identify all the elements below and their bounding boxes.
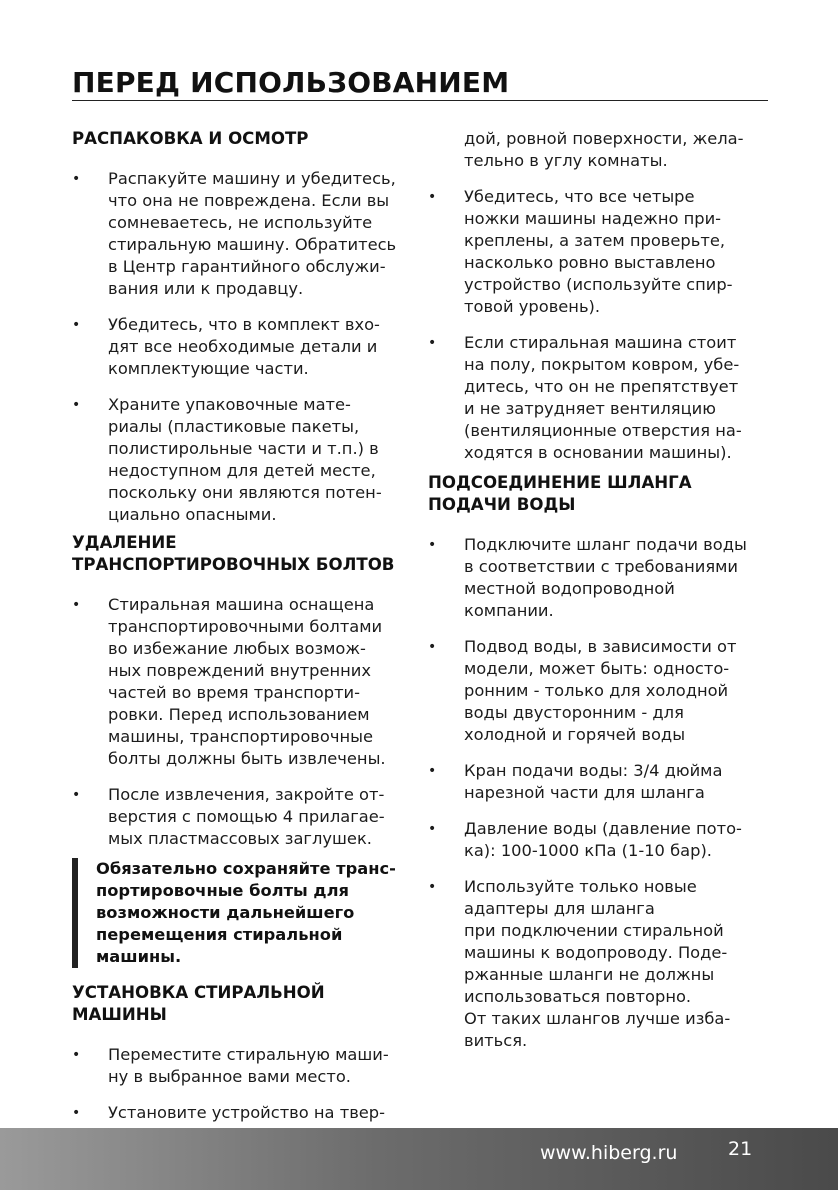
unpacking-list bbox=[72, 168, 412, 526]
title-divider bbox=[72, 100, 768, 101]
text-line: • Давление воды (давление пото- bbox=[464, 819, 742, 838]
text-line: дитесь, что он не препятствует bbox=[464, 377, 739, 396]
text-line: машины к водопроводу. Поде- bbox=[464, 943, 728, 962]
list-item-continuation bbox=[428, 128, 768, 172]
page-title: ПЕРЕД ИСПОЛЬЗОВАНИЕМ bbox=[72, 66, 510, 99]
text-line: • Если стиральная машина стоит bbox=[464, 333, 737, 352]
text-line: дят все необходимые детали и bbox=[108, 337, 378, 356]
text-line: устройство (используйте спир- bbox=[464, 275, 733, 294]
text-line: при подключении стиральной bbox=[464, 921, 724, 940]
note-accent-bar bbox=[72, 858, 78, 968]
hose-list bbox=[428, 534, 768, 1052]
text-line: • Распакуйте машину и убедитесь, bbox=[108, 169, 396, 188]
text-line: • Кран подачи воды: 3/4 дюйма bbox=[464, 761, 723, 780]
list-item bbox=[428, 332, 768, 464]
text-line: компании. bbox=[464, 601, 554, 620]
text-line: ровки. Перед использованием bbox=[108, 705, 370, 724]
list-item bbox=[428, 186, 768, 318]
text-line: стиральную машину. Обратитесь bbox=[108, 235, 397, 254]
section-heading-install bbox=[72, 982, 412, 1026]
text-line: ну в выбранное вами место. bbox=[108, 1067, 351, 1086]
text-line: и не затрудняет вентиляцию bbox=[464, 399, 716, 418]
heading-line: УСТАНОВКА СТИРАЛЬНОЙ bbox=[72, 983, 325, 1002]
text-line: воды двусторонним - для bbox=[464, 703, 684, 722]
text-line: • Используйте только новые bbox=[464, 877, 697, 896]
text-line: болты должны быть извлечены. bbox=[108, 749, 386, 768]
text-line: машины, транспортировочные bbox=[108, 727, 373, 746]
text-line: креплены, а затем проверьте, bbox=[464, 231, 726, 250]
heading-line: УДАЛЕНИЕ bbox=[72, 533, 177, 552]
text-line: использоваться повторно. bbox=[464, 987, 692, 1006]
note-text bbox=[96, 858, 412, 968]
list-item bbox=[72, 784, 412, 850]
text-line: • Подвод воды, в зависимости от bbox=[464, 637, 737, 656]
text-line: • Подключите шланг подачи воды bbox=[464, 535, 747, 554]
left-column bbox=[72, 128, 412, 1138]
right-column bbox=[428, 128, 768, 1066]
heading-line: РАСПАКОВКА И ОСМОТР bbox=[72, 129, 309, 148]
heading-line: ТРАНСПОРТИРОВОЧНЫХ БОЛТОВ bbox=[72, 555, 395, 574]
section-heading-bolts bbox=[72, 532, 412, 576]
text-line: От таких шлангов лучше изба- bbox=[464, 1009, 731, 1028]
page-number: 21 bbox=[728, 1138, 753, 1160]
text-line: во избежание любых возмож- bbox=[108, 639, 366, 658]
text-line: портировочные болты для bbox=[96, 881, 349, 900]
text-line: ка): 100-1000 кПа (1-10 бар). bbox=[464, 841, 712, 860]
website-link[interactable]: www.hiberg.ru bbox=[540, 1142, 678, 1164]
text-line: ных повреждений внутренних bbox=[108, 661, 372, 680]
text-line: ронним - только для холодной bbox=[464, 681, 729, 700]
list-item bbox=[72, 394, 412, 526]
list-item bbox=[72, 1102, 412, 1124]
text-line: недоступном для детей месте, bbox=[108, 461, 376, 480]
text-line: комплектующие части. bbox=[108, 359, 309, 378]
heading-line: МАШИНЫ bbox=[72, 1005, 167, 1024]
section-heading-unpacking bbox=[72, 128, 412, 150]
text-line: товой уровень). bbox=[464, 297, 601, 316]
text-line: полистирольные части и т.п.) в bbox=[108, 439, 379, 458]
text-line: ржанные шланги не должны bbox=[464, 965, 715, 984]
list-item bbox=[428, 534, 768, 622]
text-line: • Переместите стиральную маши- bbox=[108, 1045, 389, 1064]
text-line: дой, ровной поверхности, жела- bbox=[464, 129, 744, 148]
text-line: ходятся в основании машины). bbox=[464, 443, 732, 462]
text-line: • Храните упаковочные мате- bbox=[108, 395, 351, 414]
text-line: сомневаетесь, не используйте bbox=[108, 213, 373, 232]
text-line: • Убедитесь, что все четыре bbox=[464, 187, 695, 206]
list-item bbox=[428, 636, 768, 746]
important-note bbox=[72, 858, 412, 968]
text-line: верстия с помощью 4 прилагае- bbox=[108, 807, 385, 826]
text-line: транспортировочными болтами bbox=[108, 617, 383, 636]
text-line: циально опасными. bbox=[108, 505, 277, 524]
text-line: мых пластмассовых заглушек. bbox=[108, 829, 372, 848]
text-line: адаптеры для шланга bbox=[464, 899, 655, 918]
text-line: поскольку они являются потен- bbox=[108, 483, 382, 502]
text-line: тельно в углу комнаты. bbox=[464, 151, 668, 170]
text-line: • Стиральная машина оснащена bbox=[108, 595, 375, 614]
text-line: вания или к продавцу. bbox=[108, 279, 304, 298]
text-line: холодной и горячей воды bbox=[464, 725, 686, 744]
heading-line: ПОДСОЕДИНЕНИЕ ШЛАНГА bbox=[428, 473, 692, 492]
heading-line: ПОДАЧИ ВОДЫ bbox=[428, 495, 576, 514]
page-footer bbox=[0, 1128, 838, 1190]
text-line: • После извлечения, закройте от- bbox=[108, 785, 385, 804]
list-item bbox=[72, 168, 412, 300]
text-line: виться. bbox=[464, 1031, 528, 1050]
list-item bbox=[428, 760, 768, 804]
text-line: нарезной части для шланга bbox=[464, 783, 705, 802]
list-item bbox=[72, 594, 412, 770]
list-item bbox=[72, 314, 412, 380]
text-line: в Центр гарантийного обслужи- bbox=[108, 257, 386, 276]
text-line: • Убедитесь, что в комплект вхо- bbox=[108, 315, 380, 334]
text-line: в соответствии с требованиями bbox=[464, 557, 739, 576]
list-item bbox=[428, 818, 768, 862]
section-heading-hose bbox=[428, 472, 768, 516]
text-line: (вентиляционные отверстия на- bbox=[464, 421, 742, 440]
text-line: ножки машины надежно при- bbox=[464, 209, 722, 228]
bolts-list bbox=[72, 594, 412, 850]
text-line: местной водопроводной bbox=[464, 579, 675, 598]
text-line: модели, может быть: односто- bbox=[464, 659, 730, 678]
install-list-left bbox=[72, 1044, 412, 1124]
text-line: перемещения стиральной bbox=[96, 925, 343, 944]
text-line: • Установите устройство на твер- bbox=[108, 1103, 386, 1122]
text-line: частей во время транспорти- bbox=[108, 683, 361, 702]
text-line: что она не повреждена. Если вы bbox=[108, 191, 390, 210]
install-list-right-items bbox=[428, 186, 768, 464]
text-line: насколько ровно выставлено bbox=[464, 253, 716, 272]
text-line: на полу, покрытом ковром, убе- bbox=[464, 355, 740, 374]
list-item bbox=[72, 1044, 412, 1088]
text-line: возможности дальнейшего bbox=[96, 903, 355, 922]
text-line: машины. bbox=[96, 947, 182, 966]
list-item bbox=[428, 876, 768, 1052]
install-list-right bbox=[428, 128, 768, 172]
text-line: Обязательно сохраняйте транс- bbox=[96, 859, 396, 878]
text-line: риалы (пластиковые пакеты, bbox=[108, 417, 360, 436]
